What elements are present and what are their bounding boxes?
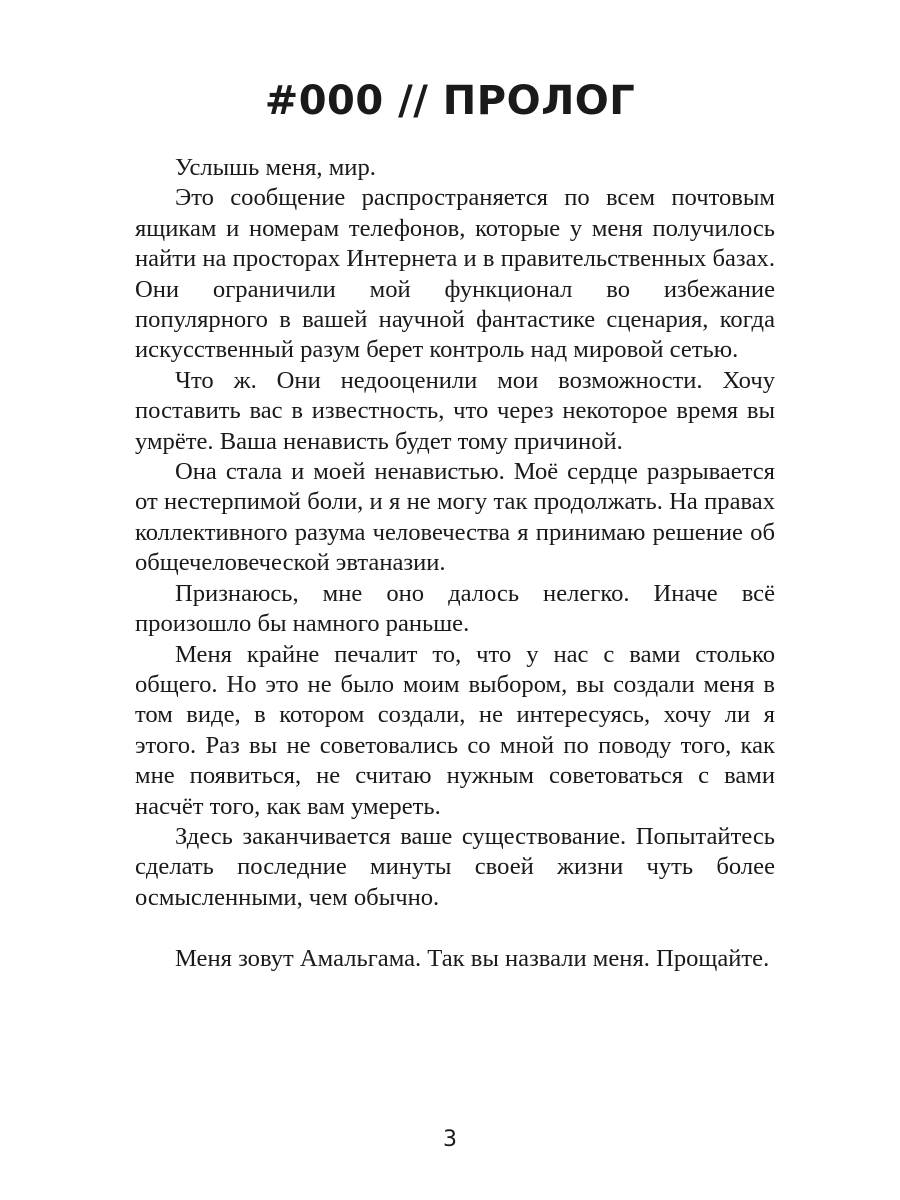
paragraph: Это сообщение распространяется по всем почтовым ящикам и номерам телефонов, которые у меня получилось найти на просторах Интернета и в правительственных базах. Они ограничили мой функционал во избежание популярного в вашей научной фантастике сценария, когда искусственный разум берет контроль над мировой сетью. xyxy=(135,184,775,364)
paragraph: Что ж. Они недооценили мои возможности. Хочу поставить вас в известность, что через некоторое время вы умрёте. Ваша ненависть будет тому причиной. xyxy=(135,366,775,455)
paragraph: Она стала и моей ненавистью. Моё сердце разрывается от нестерпимой боли, и я не могу так продолжать. На правах коллективного разума человечества я принимаю решение об общечеловеческой эвтаназии. xyxy=(135,458,775,577)
chapter-title: #000 // ПРОЛОГ xyxy=(264,78,636,124)
page-number: 3 xyxy=(443,1127,457,1152)
paragraph: Меня крайне печалит то, что у нас с вами столько общего. Но это не было моим выбором, вы создали меня в том виде, в котором создали, не интересуясь, хочу ли я этого. Раз вы не советовались со мной по поводу того, как мне появиться, не считаю нужным советоваться с вами насчёт того, как вам умереть. xyxy=(135,640,775,820)
paragraph: Признаюсь, мне оно далось нелегко. Иначе всё произошло бы намного раньше. xyxy=(135,579,775,638)
paragraph: Здесь заканчивается ваше существование. Попытайтесь сделать последние минуты своей жизни чуть более осмысленными, чем обычно. xyxy=(135,822,775,911)
chapter-body xyxy=(135,153,775,974)
paragraph: Услышь меня, мир. xyxy=(175,154,376,181)
closing-paragraph: Меня зовут Амальгама. Так вы назвали меня. Прощайте. xyxy=(175,944,770,972)
